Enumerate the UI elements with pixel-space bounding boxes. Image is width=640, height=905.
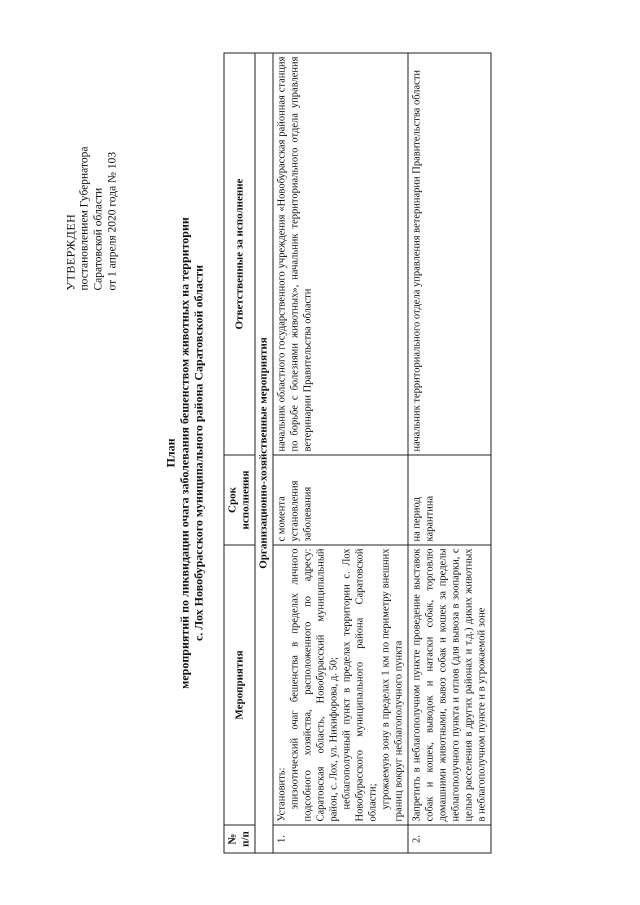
title-line: мероприятий по ликвидации очага заболевания бешенством животных на территории (177, 216, 191, 689)
header-responsible: Ответственные за исполнение (224, 53, 255, 455)
rotated-content (55, 30, 585, 875)
approval-line: постановлением Губернатора (78, 146, 90, 290)
row-responsible: начальник областного государственного учреждения «Новобурасская районная станция по борьбе с болезнями животных», начальник территориального отдела управления ветеринарии Правительства области (273, 53, 408, 455)
title-line: с. Лох Новобурасского муниципального района Саратовской области (191, 264, 205, 641)
measures-paragraph: эпизоотический очаг бешенства в пределах личного подсобного хозяйства, расположенного по адресу: Саратовская область, Новобурасский муниципальный район, с. Лох, ул. Никифорова, д. 50; (289, 548, 339, 821)
row-measures: Запретить в неблагополучном пункте проведение выставок собак и кошек, выводок и натаски собак, торговлю домашними животными, вывоз собак и кошек за пределы неблагополучного пункта и отлов (для вывоза в зоопарки, с целью расселения в других районах и т.д.) диких животных в неблагополучном пункте и в угрожаемой зоне (408, 545, 491, 825)
approval-stamp (63, 40, 119, 290)
table-row (273, 53, 408, 853)
row-responsible: начальник территориального отдела управления ветеринарии Правительства области (408, 53, 491, 455)
table-row (408, 53, 491, 853)
title-line: План (163, 438, 177, 467)
row-num: 1. (273, 825, 408, 853)
measures-paragraph: неблагополучный пункт в пределах территории с. Лох Новобурасского муниципального района Саратовской области; (341, 548, 378, 821)
document-title (163, 30, 205, 875)
header-num: № п/п (224, 825, 255, 853)
section-title: Организационно-хозяйственные мероприятия (255, 53, 273, 853)
measures-paragraph: угрожаемую зону в пределах 1 км по периметру внешних границ вокруг неблагополучного пункта (380, 548, 404, 821)
row-num: 2. (408, 825, 491, 853)
measures-title: Установить: (276, 767, 287, 821)
row-deadline: с момента установления заболевания (273, 455, 408, 545)
row-deadline: на период карантина (408, 455, 491, 545)
row-measures (273, 545, 408, 825)
approval-heading: УТВЕРЖДЕН (63, 213, 77, 290)
table-header-row (224, 53, 255, 853)
header-measures: Мероприятия (224, 545, 255, 825)
header-deadline: Срок исполнения (224, 455, 255, 545)
plan-table (223, 52, 491, 853)
approval-line: Саратовской области (92, 187, 104, 290)
section-row (255, 53, 273, 853)
approval-line: от 1 апреля 2020 года № 103 (106, 151, 118, 290)
